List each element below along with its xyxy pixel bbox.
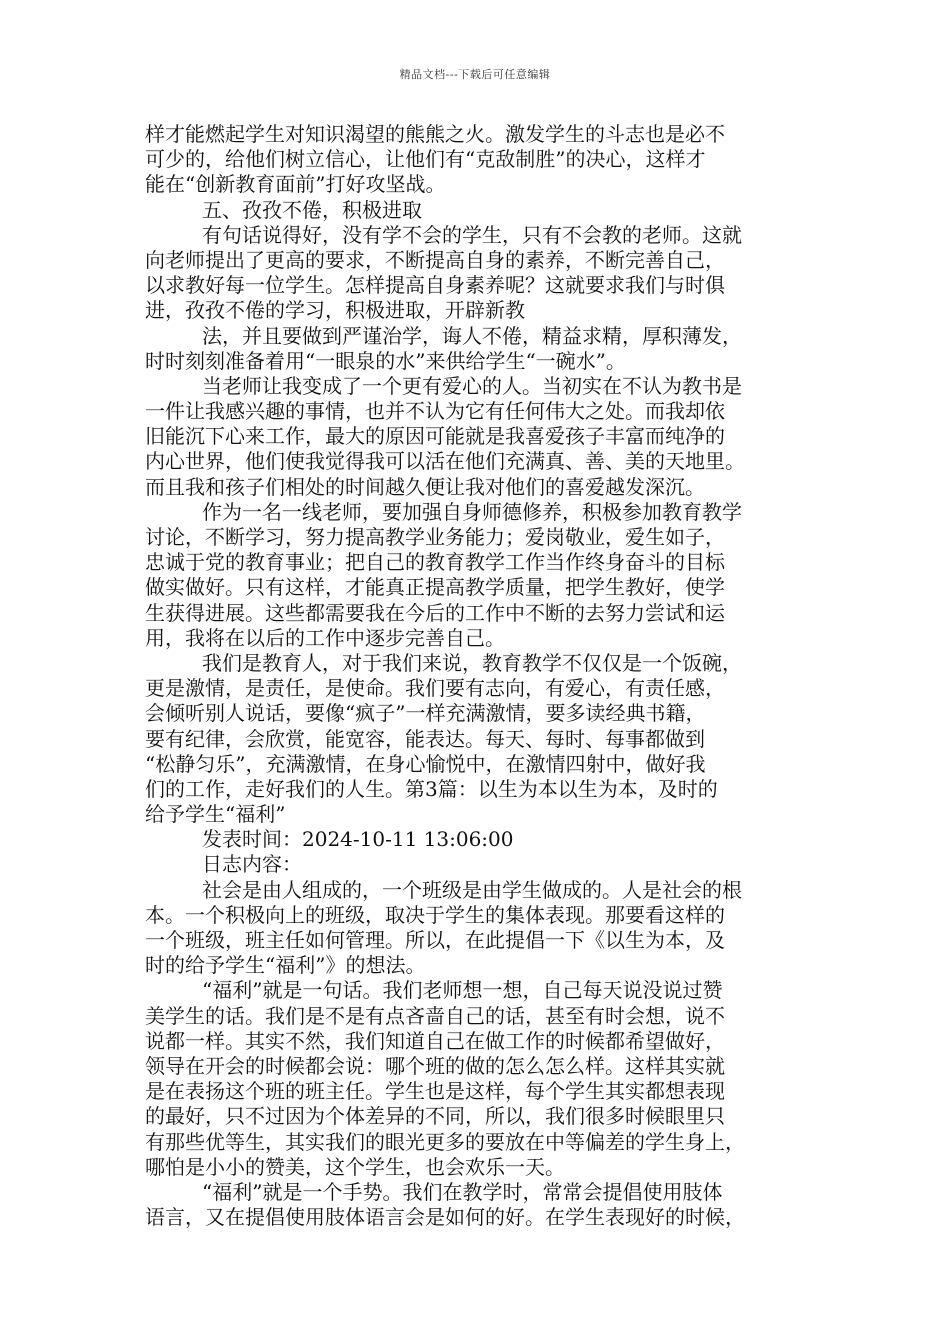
text-line: 哪怕是小小的赞美，这个学生，也会欢乐一天。	[145, 1154, 565, 1179]
text-line: 样才能燃起学生对知识渴望的熊熊之火。激发学生的斗志也是必不	[145, 122, 725, 146]
text-line: 作为一名一线老师，要加强自身师德修养，积极参加教育教学	[202, 499, 742, 524]
text-line: 有那些优等生，其实我们的眼光更多的要放在中等偏差的学生身上，	[145, 1129, 745, 1154]
text-line: 是在表扬这个班的班主任。学生也是这样，每个学生其实都想表现	[145, 1079, 725, 1104]
text-line: 而且我和孩子们相处的时间越久便让我对他们的喜爱越发深沉。	[145, 474, 705, 499]
text-line: 发表时间：2024-10-11 13:06:00	[202, 827, 514, 852]
text-line: 会倾听别人说话，要像“疯子”一样充满激情，要多读经典书籍，	[145, 701, 706, 726]
text-line: 时的给予学生“福利”》的想法。	[145, 953, 426, 978]
text-line: 旧能沉下心来工作，最大的原因可能就是我喜爱孩子丰富而纯净的	[145, 424, 725, 449]
text-line: 领导在开会的时候都会说：哪个班的做的怎么怎么样。这样其实就	[145, 1053, 725, 1078]
page-header: 精品文档---下载后可任意编辑	[399, 68, 551, 81]
text-line: 向老师提出了更高的要求，不断提高自身的素养，不断完善自己，	[145, 247, 725, 272]
text-line: 有句话说得好，没有学不会的学生，只有不会教的老师。这就	[202, 222, 742, 247]
text-line: 时时刻刻准备着用“一眼泉的水”来供给学生“一碗水”。	[145, 348, 626, 373]
text-line: 讨论，不断学习，努力提高教学业务能力；爱岗敬业，爱生如子，	[145, 525, 725, 549]
text-line: “松静匀乐”，充满激情，在身心愉悦中，在激情四射中，做好我	[145, 751, 706, 776]
text-line: 美学生的话。我们是不是有点吝啬自己的话，甚至有时会想，说不	[145, 1003, 725, 1028]
text-line: 社会是由人组成的，一个班级是由学生做成的。人是社会的根	[202, 877, 742, 902]
text-line: 以求教好每一位学生。怎样提高自身素养呢？这就要求我们与时俱	[145, 273, 725, 298]
text-line: 可少的，给他们树立信心，让他们有“克敌制胜”的决心，这样才	[145, 147, 706, 172]
text-line: 要有纪律，会欣赏，能宽容，能表达。每天、每时、每事都做到	[145, 726, 705, 751]
text-line: 用，我将在以后的工作中逐步完善自己。	[145, 625, 505, 650]
text-line: 更是激情，是责任，是使命。我们要有志向，有爱心，有责任感，	[145, 676, 725, 701]
document-body	[145, 122, 820, 1230]
text-line: 五、孜孜不倦，积极进取	[202, 197, 422, 222]
text-line: 法，并且要做到严谨治学，诲人不倦，精益求精，厚积薄发，	[202, 323, 742, 348]
text-line: 生获得进展。这些都需要我在今后的工作中不断的去努力尝试和运	[145, 600, 725, 625]
text-line: 内心世界，他们使我觉得我可以活在他们充满真、善、美的天地里。	[145, 449, 745, 474]
text-line: 我们是教育人，对于我们来说，教育教学不仅仅是一个饭碗，	[202, 650, 742, 675]
text-line: 日志内容：	[202, 852, 302, 877]
text-line: 语言，又在提倡使用肢体语言会是如何的好。在学生表现好的时候，	[145, 1205, 745, 1230]
text-line: 能在“创新教育面前”打好攻坚战。	[145, 172, 446, 197]
text-line: 的最好，只不过因为个体差异的不同，所以，我们很多时候眼里只	[145, 1104, 725, 1129]
text-line: 当老师让我变成了一个更有爱心的人。当初实在不认为教书是	[202, 373, 742, 398]
text-line: 一件让我感兴趣的事情，也并不认为它有任何伟大之处。而我却依	[145, 399, 725, 424]
text-line: 进，孜孜不倦的学习，积极进取，开辟新教	[145, 298, 525, 323]
text-line: “福利”就是一句话。我们老师想一想，自己每天说没说过赞	[202, 978, 723, 1003]
text-line: 们的工作，走好我们的人生。第3篇：以生为本以生为本，及时的	[145, 776, 718, 801]
text-line: 忠诚于党的教育事业；把自己的教育教学工作当作终身奋斗的目标	[145, 550, 725, 575]
text-line: 一个班级，班主任如何管理。所以，在此提倡一下《以生为本，及	[145, 928, 725, 952]
text-line: 给予学生“福利”	[145, 802, 286, 827]
text-line: 本。一个积极向上的班级，取决于学生的集体表现。那要看这样的	[145, 902, 725, 927]
text-line: “福利”就是一个手势。我们在教学时，常常会提倡使用肢体	[202, 1179, 723, 1204]
text-line: 做实做好。只有这样，才能真正提高教学质量，把学生教好，使学	[145, 575, 725, 600]
text-line: 说都一样。其实不然，我们知道自己在做工作的时候都希望做好，	[145, 1028, 725, 1053]
